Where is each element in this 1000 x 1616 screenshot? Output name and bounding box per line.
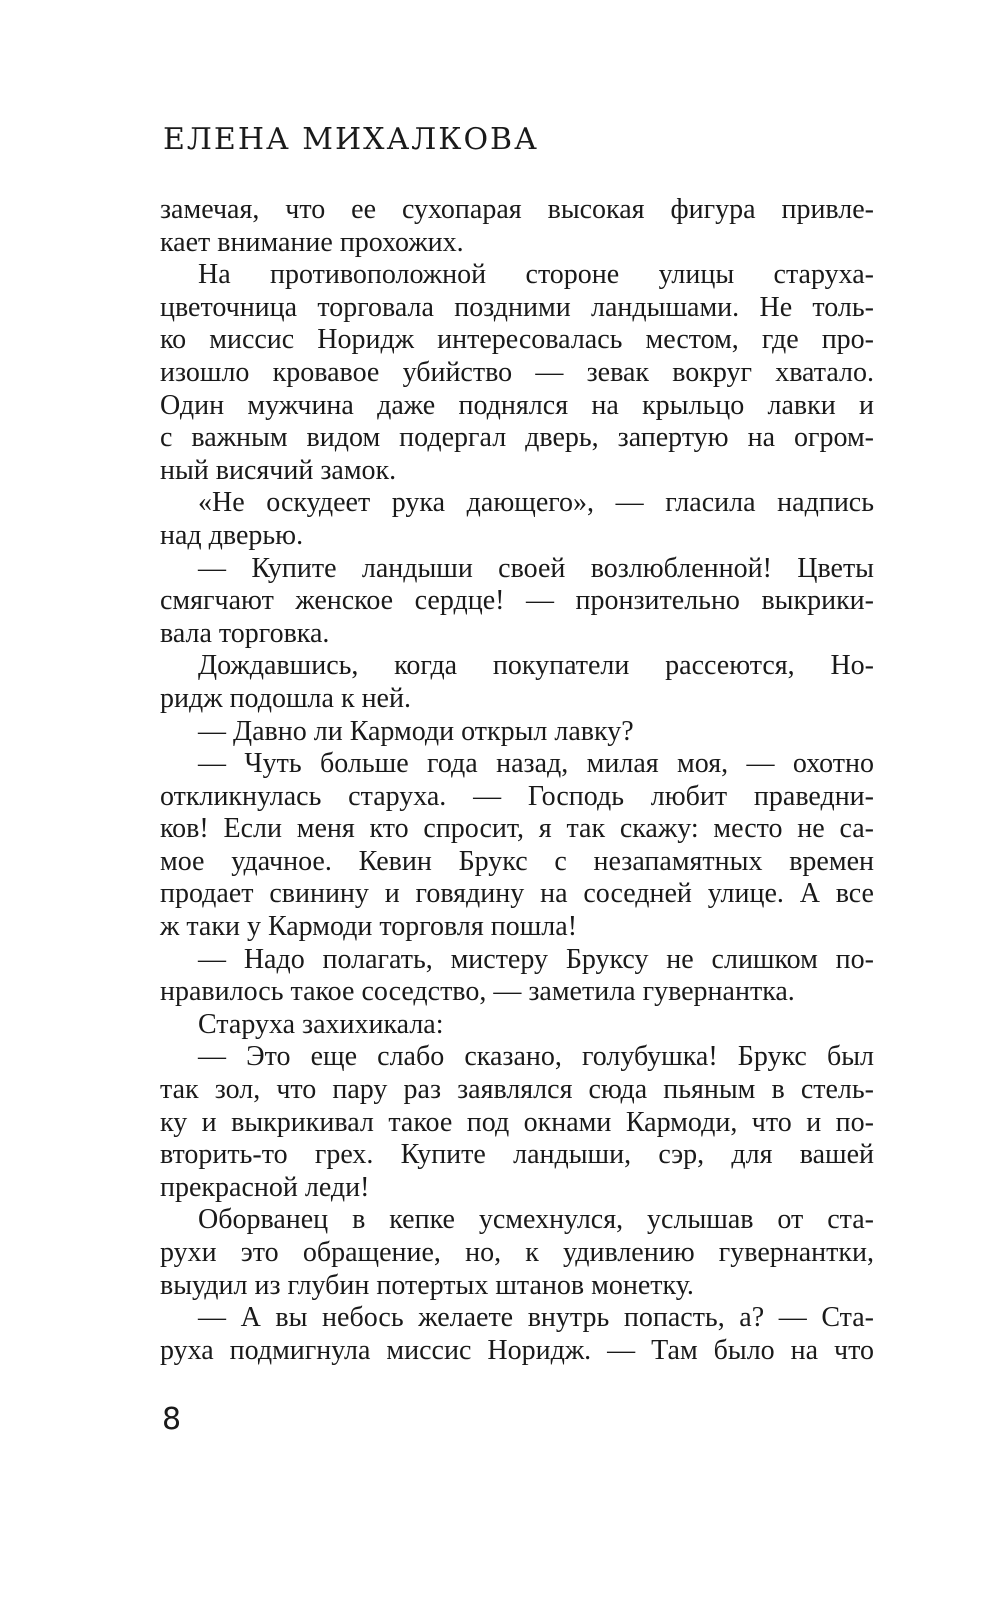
body-text [160,194,874,1367]
text-line: откликнулась старуха. — Господь любит праведни- [160,780,874,812]
text-line: смягчают женское сердце! — пронзительно выкрики- [160,585,874,617]
text-line: Дождавшись, когда покупатели рассеются, Но- [198,650,874,682]
running-head-author: ЕЛЕНА МИХАЛКОВА [163,122,539,157]
text-line: руха подмигнула миссис Норидж. — Там было на что [160,1334,874,1366]
text-line: — Давно ли Кармоди открыл лавку? [198,715,634,747]
text-line: рухи это обращение, но, к удивлению гувернантки, [160,1237,874,1268]
text-line: ко миссис Норидж интересовалась местом, где про- [160,324,874,356]
page-number: 8 [162,1402,182,1437]
text-line: На противоположной стороне улицы старуха- [198,259,874,291]
text-line: — Купите ландыши своей возлюбленной! Цветы [198,552,874,584]
text-line: кает внимание прохожих. [160,226,464,258]
text-line: — Надо полагать, мистеру Бруксу не слишком по- [198,943,874,975]
text-line: Оборванец в кепке усмехнулся, услышав от ста- [198,1204,874,1236]
text-line: с важным видом подергал дверь, запертую на огром- [160,422,874,454]
text-line: изошло кровавое убийство — зевак вокруг хватало. [160,356,874,388]
text-line: выудил из глубин потертых штанов монетку. [160,1269,694,1301]
text-line: ж таки у Кармоди торговля пошла! [160,911,578,943]
text-line: нравилось такое соседство, — заметила гувернантка. [160,976,795,1008]
text-line: замечая, что ее сухопарая высокая фигура привле- [160,194,874,225]
text-line: продает свинину и говядину на соседней улице. А все [160,878,874,910]
text-line: ков! Если меня кто спросит, я так скажу: место не са- [160,813,874,845]
text-line: вторить-то грех. Купите ландыши, сэр, для вашей [160,1139,874,1171]
text-line: ридж подошла к ней. [160,682,411,714]
text-line: над дверью. [160,519,304,551]
text-line: цветочница торговала поздними ландышами. Не толь- [160,291,874,323]
text-line: ный висячий замок. [160,454,397,486]
text-line: «Не оскудеет рука дающего», — гласила надпись [198,487,874,519]
text-line: Один мужчина даже поднялся на крыльцо лавки и [160,389,874,421]
text-line: — Это еще слабо сказано, голубушка! Брукс был [198,1041,874,1073]
text-line: прекрасной леди! [160,1171,370,1203]
text-line: вала торговка. [160,617,330,649]
text-line: так зол, что пару раз заявлялся сюда пьяным в стель- [160,1074,874,1106]
text-line: — Чуть больше года назад, милая моя, — охотно [198,748,874,780]
text-line: Старуха захихикала: [198,1008,444,1040]
text-line: — А вы небось желаете внутрь попасть, а? — Ста- [198,1302,874,1334]
text-line: ку и выкрикивал такое под окнами Кармоди, что и по- [160,1106,874,1138]
text-line: мое удачное. Кевин Брукс с незапамятных времен [160,845,874,877]
